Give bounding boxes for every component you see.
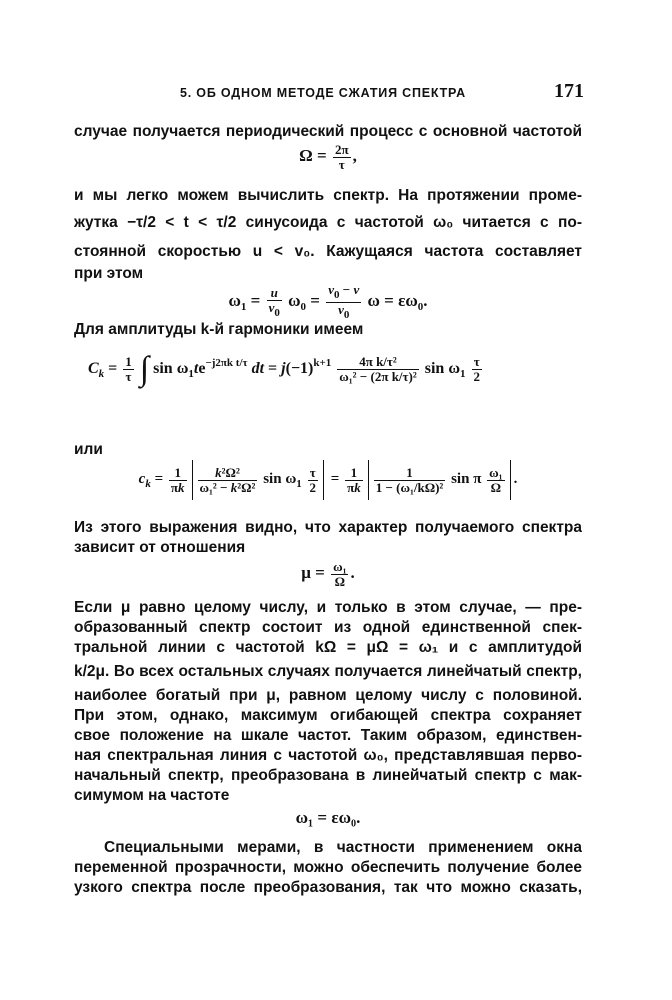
body-line: узкого спектра после преобразования, так что можно сказать, <box>74 879 582 896</box>
formula-mu: μ = $\frac{\text{ω₁}}{\Omega}$ . <box>301 559 355 589</box>
body-line: При этом, однако, максимум огибающей спектра сохраняет <box>74 707 582 724</box>
body-line: и мы легко можем вычислить спектр. На протяжении проме- <box>74 187 582 204</box>
page-number: 171 <box>554 80 584 102</box>
body-line: Если μ равно целому числу, и только в этом случае, — пре- <box>74 599 582 616</box>
page-header <box>72 80 584 104</box>
body-line: жутка −τ/2 < t < τ/2 синусоида с частотой ω₀ читается с по- <box>74 214 582 231</box>
body-line: Специальными мерами, в частности применением окна <box>104 839 582 856</box>
formula-omega1: $\omega_1$ = $\frac{u}{v_0}$ $\omega_0$ = $\frac{v_0 - v}{v_0}$ $\omega = \varepsilon\omega_0$. <box>228 282 428 321</box>
formula-omega1-epsilon: ω₁ = εω₀. <box>295 808 361 827</box>
body-line: начальный спектр, преобразована в линейчатый спектр с мак- <box>74 767 582 784</box>
body-line: переменной прозрачности, можно обеспечить получение более <box>74 859 582 876</box>
body-line: случае получается периодический процесс с основной частотой <box>74 123 582 140</box>
running-head: 5. ОБ ОДНОМ МЕТОДЕ СЖАТИЯ СПЕКТРА <box>180 86 466 100</box>
body-line: Для амплитуды k-й гармоники имеем <box>74 321 364 338</box>
body-line: при этом <box>74 265 144 282</box>
body-line: свое положение на шкале частот. Таким образом, единствен- <box>74 727 582 744</box>
formula-ck-integral: $C_k$ = $\frac{1}{\tau}$ ∫ $\sin \omega_1te^{-j2\pi k t/\tau}$ dt = $j(-1)^{k+1}$ $\frac{\text{4π k/τ²}}{\text{ω₁² − (2π k/τ)²}}$ $\sin \omega_1$ $\frac{\tau}{2}$ <box>88 350 481 387</box>
formula-ck-absolute: $c_k$ = $\frac{1}{\pi k}$ $\frac{\text{k²Ω²}}{\text{ω₁² − k²Ω²}}$ $\sin \omega_1$ $\frac{\tau}{2}$ = $\frac{1}{\pi k}$ $\frac{1}{\text{1 − (ω₁/kΩ)²}}$ sin π $\frac{\text{ω₁}}{\Omega}$ . <box>72 460 584 500</box>
body-line: зависит от отношения <box>74 539 246 556</box>
body-line: симумом на частоте <box>74 787 230 804</box>
body-line: стоянной скоростью u < v₀. Кажущаяся частота составляет <box>74 243 582 260</box>
body-line: наиболее богатый при μ, равном целому числу с половиной. <box>74 687 582 704</box>
formula-omega-definition: Ω = $\frac{2\pi}{\tau}$ , <box>299 142 357 172</box>
body-line: или <box>74 441 103 458</box>
body-line: образованный спектр состоит из одной единственной спек- <box>74 619 582 636</box>
body-line: ная спектральная линия с частотой ω₀, представлявшая перво- <box>74 747 582 764</box>
body-line: Из этого выражения видно, что характер получаемого спектра <box>74 519 582 536</box>
body-line: тральной линии с частотой kΩ = μΩ = ω₁ и с амплитудой <box>74 639 582 656</box>
body-line: k/2μ. Во всех остальных случаях получается линейчатый спектр, <box>74 663 582 680</box>
